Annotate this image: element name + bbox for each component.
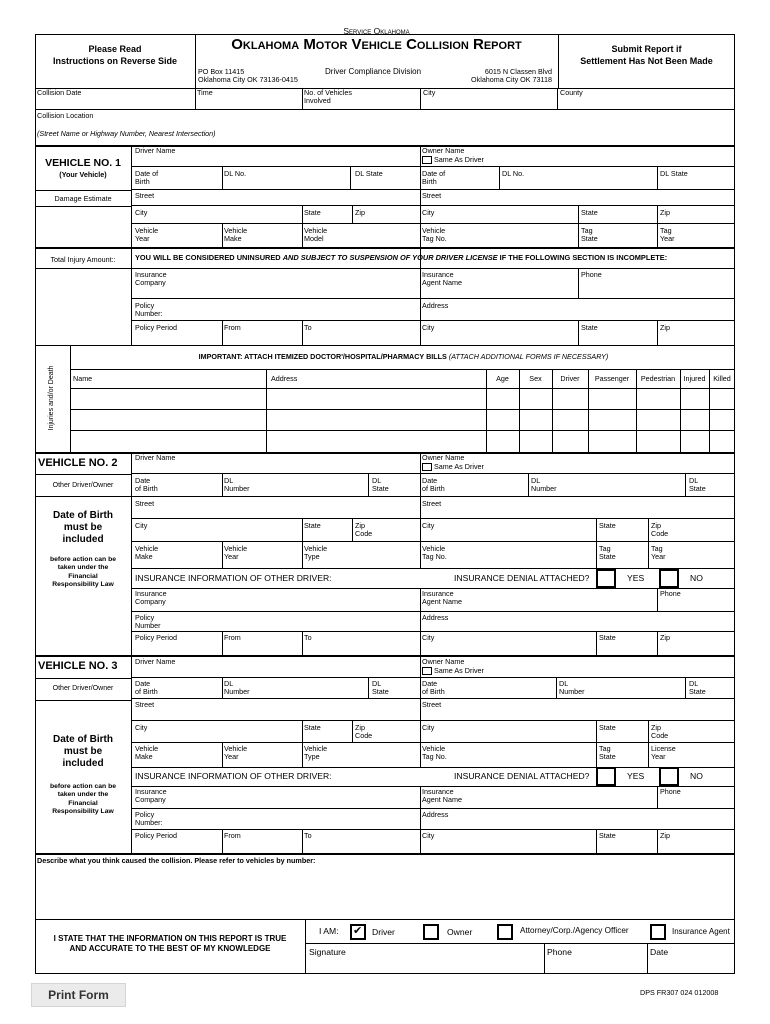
v1-driver-dl-state-field[interactable]: DL State — [355, 169, 383, 178]
v1-policy-period-label: Policy Period — [135, 323, 177, 332]
v3-vehicle-make-field[interactable]: Vehicle Make — [135, 744, 159, 762]
collision-location-field[interactable]: Collision Location — [37, 111, 94, 120]
collision-location-hint: (Street Name or Highway Number, Nearest Intersection) — [37, 129, 216, 138]
v2-driver-dl-state-field[interactable]: DL State — [372, 476, 389, 494]
v1-driver-name-field[interactable]: Driver Name — [135, 146, 176, 155]
v3-denial-no-checkbox[interactable] — [659, 767, 679, 786]
v2-agent-city-field[interactable]: City — [422, 633, 435, 642]
v1-vehicle-model-field[interactable]: Vehicle Model — [304, 226, 328, 244]
division-name: Driver Compliance Division — [325, 67, 422, 76]
col-sex: Sex — [529, 374, 542, 383]
total-injury-field[interactable] — [37, 270, 129, 343]
v3-driver-city-field[interactable]: City — [135, 723, 148, 732]
v3-vehicle-type-field[interactable]: Vehicle Type — [304, 744, 328, 762]
v3-agent-city-field[interactable]: City — [422, 831, 435, 840]
v1-driver-dob-field[interactable]: Date of Birth — [135, 169, 159, 187]
uninsured-warning: YOU WILL BE CONSIDERED UNINSURED AND SUBJECT TO SUSPENSION OF YOUR DRIVER LICENSE IF THE FOLLOWING SECTION IS INCOMPLETE: — [135, 253, 668, 262]
v2-owner-zip-field[interactable]: Zip Code — [651, 521, 669, 539]
vehicle-2-title: VEHICLE NO. 2 — [38, 457, 118, 469]
v3-vehicle-tag-field[interactable]: Vehicle Tag No. — [422, 744, 447, 762]
v2-driver-name-field[interactable]: Driver Name — [135, 453, 176, 462]
v1-agent-zip-field[interactable]: Zip — [660, 323, 670, 332]
signature-field[interactable]: Signature — [309, 947, 346, 957]
v3-driver-dl-field[interactable]: DL Number — [224, 679, 250, 697]
v2-owner-street-field[interactable]: Street — [422, 499, 442, 508]
v3-license-year-field[interactable]: License Year — [651, 744, 676, 762]
v2-other-driver-label: Other Driver/Owner — [52, 482, 114, 489]
v1-owner-state-field[interactable]: State — [581, 208, 598, 217]
v2-owner-state-field[interactable]: State — [599, 521, 616, 530]
injuries-side-label-box — [36, 345, 70, 452]
collision-description-field[interactable] — [37, 867, 733, 917]
v3-tag-state-field[interactable]: Tag State — [599, 744, 616, 762]
v3-policy-from-field[interactable]: From — [224, 831, 241, 840]
v3-denial-no-label: NO — [690, 771, 703, 781]
v1-driver-city-field[interactable]: City — [135, 208, 148, 217]
v3-same-as-driver-label: Same As Driver — [434, 666, 484, 675]
v3-denial-yes-checkbox[interactable] — [596, 767, 616, 786]
i-am-driver-label: Driver — [372, 927, 395, 937]
v3-driver-zip-field[interactable]: Zip Code — [355, 723, 373, 741]
v1-same-as-driver-checkbox[interactable] — [422, 156, 432, 164]
v3-phone-field[interactable]: Phone — [660, 787, 681, 796]
i-am-attorney-label: Attorney/Corp./Agency Officer — [520, 926, 629, 935]
v2-driver-dl-field[interactable]: DL Number — [224, 476, 250, 494]
v2-driver-state-field[interactable]: State — [304, 521, 321, 530]
v2-dob-notice: Date of Birth must be included — [53, 510, 113, 545]
v3-driver-street-field[interactable]: Street — [135, 700, 155, 709]
col-name: Name — [73, 374, 93, 383]
v1-agent-address-field[interactable]: Address — [422, 301, 449, 310]
v3-owner-city-field[interactable]: City — [422, 723, 435, 732]
injuries-side-label: Injuries and/or Death — [47, 365, 55, 431]
v1-owner-name-field[interactable]: Owner Name — [422, 146, 465, 155]
v3-agent-state-field[interactable]: State — [599, 831, 616, 840]
v2-vehicle-type-field[interactable]: Vehicle Type — [304, 544, 328, 562]
v2-denial-no-checkbox[interactable] — [659, 569, 679, 588]
vehicle-1-title: VEHICLE NO. 1 — [45, 157, 121, 169]
v3-vehicle-year-field[interactable]: Vehicle Year — [224, 744, 248, 762]
v2-tag-state-field[interactable]: Tag State — [599, 544, 616, 562]
collision-city-field[interactable]: City — [423, 88, 436, 97]
v3-owner-zip-field[interactable]: Zip Code — [651, 723, 669, 741]
po-box-address: PO Box 11415 Oklahoma City OK 73136-0415 — [198, 67, 298, 85]
col-pedestrian: Pedestrian — [640, 374, 676, 383]
v3-denial-yes-label: YES — [627, 771, 645, 781]
col-injured: Injured — [683, 374, 706, 383]
v1-owner-dl-field[interactable]: DL No. — [502, 169, 525, 178]
v2-driver-street-field[interactable]: Street — [135, 499, 155, 508]
v1-tag-state-field[interactable]: Tag State — [581, 226, 598, 244]
v3-owner-street-field[interactable]: Street — [422, 700, 442, 709]
vehicle-1-subtitle: (Your Vehicle) — [59, 170, 107, 179]
v2-owner-city-field[interactable]: City — [422, 521, 435, 530]
v1-tag-year-field[interactable]: Tag Year — [660, 226, 675, 244]
v2-policy-to-field[interactable]: To — [304, 633, 312, 642]
injury-row[interactable] — [71, 410, 734, 430]
v3-owner-state-field[interactable]: State — [599, 723, 616, 732]
v3-same-as-driver-checkbox[interactable] — [422, 667, 432, 675]
col-address: Address — [271, 374, 298, 383]
v1-owner-dob-field[interactable]: Date of Birth — [422, 169, 446, 187]
v1-owner-street-field[interactable]: Street — [422, 191, 442, 200]
v2-phone-field[interactable]: Phone — [660, 589, 681, 598]
v2-driver-zip-field[interactable]: Zip Code — [355, 521, 373, 539]
v2-owner-dl-field[interactable]: DL Number — [531, 476, 557, 494]
form-title: Oklahoma Motor Vehicle Collision Report — [231, 36, 522, 53]
v3-policy-number-field[interactable]: Policy Number: — [135, 810, 163, 828]
damage-estimate-field[interactable] — [37, 208, 129, 245]
v3-driver-name-field[interactable]: Driver Name — [135, 657, 176, 666]
v1-owner-city-field[interactable]: City — [422, 208, 435, 217]
v1-agent-city-field[interactable]: City — [422, 323, 435, 332]
v1-policy-from-field[interactable]: From — [224, 323, 241, 332]
v1-vehicle-tag-field[interactable]: Vehicle Tag No. — [422, 226, 447, 244]
v3-dob-notice: Date of Birth must be included — [53, 734, 113, 769]
v3-driver-state-field[interactable]: State — [304, 723, 321, 732]
v2-same-as-driver-label: Same As Driver — [434, 462, 484, 471]
v2-insurance-company-field[interactable]: Insurance Company — [135, 589, 167, 607]
total-injury-label: Total Injury Amount:: — [50, 255, 116, 264]
v1-agent-state-field[interactable]: State — [581, 323, 598, 332]
print-form-button[interactable]: Print Form — [31, 983, 126, 1007]
col-driver: Driver — [560, 374, 580, 383]
v1-driver-street-field[interactable]: Street — [135, 191, 155, 200]
v1-driver-zip-field[interactable]: Zip — [355, 208, 365, 217]
v2-owner-dob-field[interactable]: Date of Birth — [422, 476, 445, 494]
v3-policy-period-label: Policy Period — [135, 831, 177, 840]
v1-owner-dl-state-field[interactable]: DL State — [660, 169, 688, 178]
v2-denial-question: INSURANCE DENIAL ATTACHED? — [454, 573, 590, 583]
v3-action-notice: before action can be taken under the Financial Responsibility Law — [49, 783, 117, 816]
v3-policy-to-field[interactable]: To — [304, 831, 312, 840]
vehicle-3-title: VEHICLE NO. 3 — [38, 660, 118, 672]
v2-driver-dob-field[interactable]: Date of Birth — [135, 476, 158, 494]
v2-policy-period-label: Policy Period — [135, 633, 177, 642]
v1-policy-number-field[interactable]: Policy Number: — [135, 301, 163, 319]
v1-driver-state-field[interactable]: State — [304, 208, 321, 217]
v2-denial-yes-checkbox[interactable] — [596, 569, 616, 588]
v1-vehicle-year-field[interactable]: Vehicle Year — [135, 226, 159, 244]
agency-line: Service Oklahoma — [343, 26, 410, 36]
check-icon: ✔ — [353, 925, 363, 937]
v2-insurance-agent-field[interactable]: Insurance Agent Name — [422, 589, 462, 607]
v2-action-notice: before action can be taken under the Financial Responsibility Law — [49, 556, 117, 589]
v1-policy-to-field[interactable]: To — [304, 323, 312, 332]
v2-same-as-driver-checkbox[interactable] — [422, 463, 432, 471]
v2-agent-zip-field[interactable]: Zip — [660, 633, 670, 642]
v3-insurance-company-field[interactable]: Insurance Company — [135, 787, 167, 805]
v2-agent-address-field[interactable]: Address — [422, 613, 449, 622]
v3-driver-dl-state-field[interactable]: DL State — [372, 679, 389, 697]
v2-insurance-info-heading: INSURANCE INFORMATION OF OTHER DRIVER: — [135, 573, 332, 583]
signer-phone-field[interactable]: Phone — [547, 947, 572, 957]
injury-row[interactable] — [71, 389, 734, 409]
i-am-label: I AM: — [319, 926, 339, 936]
v2-owner-name-field[interactable]: Owner Name — [422, 453, 465, 462]
v3-insurance-info-heading: INSURANCE INFORMATION OF OTHER DRIVER: — [135, 771, 332, 781]
certification-statement: I STATE THAT THE INFORMATION ON THIS REPORT IS TRUE AND ACCURATE TO THE BEST OF MY KNOWLEDGE — [53, 934, 287, 953]
v1-insurance-agent-field[interactable]: Insurance Agent Name — [422, 270, 462, 288]
i-am-insurance-agent-label: Insurance Agent — [672, 927, 730, 936]
v2-denial-yes-label: YES — [627, 573, 645, 583]
v3-other-driver-label: Other Driver/Owner — [52, 685, 114, 692]
read-instructions-note: Please Read Instructions on Reverse Side — [52, 44, 178, 66]
v3-owner-dob-field[interactable]: Date of Birth — [422, 679, 445, 697]
v3-agent-address-field[interactable]: Address — [422, 810, 449, 819]
injury-row[interactable] — [71, 431, 734, 451]
i-am-attorney-checkbox[interactable] — [497, 924, 513, 940]
v1-phone-field[interactable]: Phone — [581, 270, 602, 279]
v1-same-as-driver-label: Same As Driver — [434, 155, 484, 164]
i-am-driver-checkbox[interactable] — [350, 924, 366, 940]
form-code: DPS FR307 024 012008 — [640, 988, 719, 997]
v1-insurance-company-field[interactable]: Insurance Company — [135, 270, 167, 288]
collision-date-field[interactable]: Collision Date — [37, 88, 82, 97]
medical-bills-notice: IMPORTANT: ATTACH ITEMIZED DOCTOR'/HOSPITAL/PHARMACY BILLS (ATTACH ADDITIONAL FORMS IF NECESSARY) — [198, 352, 609, 361]
i-am-owner-label: Owner — [447, 927, 473, 937]
v3-owner-name-field[interactable]: Owner Name — [422, 657, 465, 666]
col-killed: Killed — [713, 374, 731, 383]
collision-county-field[interactable]: County — [560, 88, 583, 97]
v3-owner-dl-field[interactable]: DL Number — [559, 679, 585, 697]
v1-owner-zip-field[interactable]: Zip — [660, 208, 670, 217]
col-age: Age — [496, 374, 509, 383]
v1-vehicle-make-field[interactable]: Vehicle Make — [224, 226, 248, 244]
v2-vehicle-make-field[interactable]: Vehicle Make — [135, 544, 159, 562]
v2-owner-dl-state-field[interactable]: DL State — [689, 476, 706, 494]
v2-vehicle-tag-field[interactable]: Vehicle Tag No. — [422, 544, 447, 562]
v3-owner-dl-state-field[interactable]: DL State — [689, 679, 706, 697]
v2-denial-no-label: NO — [690, 573, 703, 583]
v3-driver-dob-field[interactable]: Date of Birth — [135, 679, 158, 697]
v2-vehicle-year-field[interactable]: Vehicle Year — [224, 544, 248, 562]
i-am-insurance-agent-checkbox[interactable] — [650, 924, 666, 940]
collision-description-label: Describe what you think caused the collision. Please refer to vehicles by number: — [37, 856, 316, 865]
v2-driver-city-field[interactable]: City — [135, 521, 148, 530]
vehicles-involved-field[interactable]: No. of Vehicles Involved — [304, 88, 352, 106]
signature-date-field[interactable]: Date — [650, 947, 669, 957]
submit-report-note: Submit Report if Settlement Has Not Been Made — [580, 44, 713, 66]
i-am-owner-checkbox[interactable] — [423, 924, 439, 940]
street-address: 6015 N Classen Blvd Oklahoma City OK 73118 — [471, 67, 552, 85]
v2-tag-year-field[interactable]: Tag Year — [651, 544, 666, 562]
v3-agent-zip-field[interactable]: Zip — [660, 831, 670, 840]
v2-agent-state-field[interactable]: State — [599, 633, 616, 642]
v2-policy-number-field[interactable]: Policy Number — [135, 613, 161, 631]
v3-insurance-agent-field[interactable]: Insurance Agent Name — [422, 787, 462, 805]
v3-denial-question: INSURANCE DENIAL ATTACHED? — [454, 771, 590, 781]
collision-time-field[interactable]: Time — [197, 88, 213, 97]
v1-driver-dl-field[interactable]: DL No. — [224, 169, 247, 178]
v2-policy-from-field[interactable]: From — [224, 633, 241, 642]
damage-estimate-label: Damage Estimate — [54, 194, 112, 203]
col-passenger: Passenger — [594, 374, 630, 383]
